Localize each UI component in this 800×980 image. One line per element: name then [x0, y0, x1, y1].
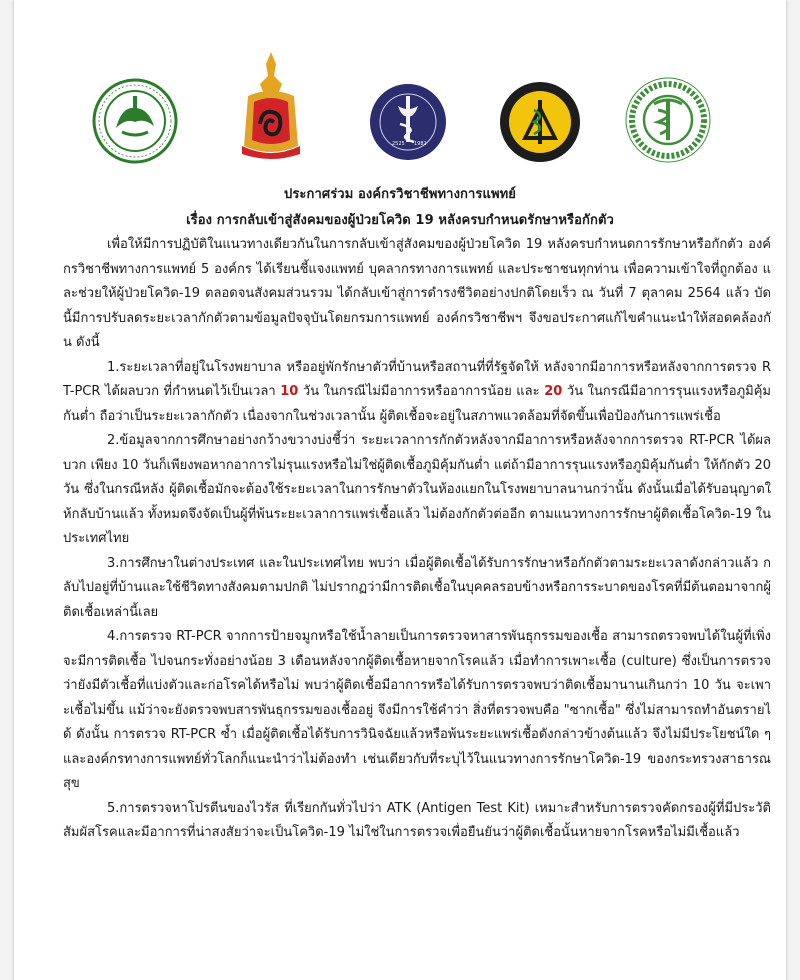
- infectious-disease-association-logo: [368, 82, 448, 162]
- point-1-text-a: 1.ระยะเวลาที่อยู่ในโรงพยาบาล หรืออยู่พักรักษาตัวที่บ้านหรือสถานที่ที่รัฐจัดให้ หลังจากมีอาการหรือหลังจากการตรวจ RT-PCR ได้ผลบวก ที่กำหนดไว้เป็นเวลา: [63, 359, 771, 399]
- announcement-body: [63, 233, 771, 846]
- medical-association-logo: [92, 78, 178, 164]
- point-2-paragraph: 2.ข้อมูลจากการศึกษาอย่างกว้างขวางบ่งชี้ว่า ระยะเวลาการกักตัวหลังจากมีอาการหรือหลังจากการตรวจ RT-PCR ได้ผลบวก เพียง 10 วันก็เพียงพอหากอาการไม่รุนแรงหรือไม่ใช่ผู้ติดเชื้อภูมิคุ้มกันต่ำ แต่ถ้ามีอาการรุนแรงหรือภูมิคุ้มกันต่ำ ให้กักตัว 20 วัน ซึ่งในกรณีหลัง ผู้ติดเชื้อมักจะต้องใช้ระยะเวลาในการรักษาตัวในห้องแยกในโรงพยาบาลนานกว่านั้น ดังนั้นเมื่อได้รับอนุญาตให้กลับบ้านแล้ว ทั้งหมดจึงจัดเป็นผู้ที่พ้นระยะเวลาการแพร่เชื้อแล้ว ไม่ต้องกักตัวต่ออีก ตามแนวทางการรักษาผู้ติดเชื้อโควิด-19 ในประเทศไทย: [63, 433, 771, 546]
- point-1-text-c: วัน ในกรณีมีอาการรุนแรงหรือภูมิคุ้มกันต่ำ ถือว่าเป็นระยะเวลากักตัว เนื่องจากในช่วงเวลานั้น ผู้ติดเชื้อจะอยู่ในสภาพแวดล้อมที่จัดขึ้นเพื่อป้องกันการแพร่เชื้อ: [63, 384, 772, 424]
- severe-case-days: 20: [544, 384, 563, 399]
- point-1-paragraph: [63, 356, 771, 430]
- logo-year-left: 2525: [392, 141, 405, 147]
- point-4-paragraph: 4.การตรวจ RT-PCR จากการป้ายจมูกหรือใช้น้ำลายเป็นการตรวจหาสารพันธุกรรมของเชื้อ สามารถตรวจพบได้ในผู้ที่เพิ่งจะมีการติดเชื้อ ไปจนกระทั่งอย่างน้อย 3 เดือนหลังจากผู้ติดเชื้อหายจากโรคแล้ว เมื่อทำการเพาะเชื้อ (culture) ซึ่งเป็นการตรวจว่ายังมีตัวเชื้อที่แบ่งตัวและก่อโรคได้หรือไม่ พบว่าผู้ติดเชื้อมีอาการหรือได้รับการตรวจพบว่าติดเชื้อมานานเกินกว่า 10 วัน จะเพาะเชื้อไม่ขึ้น แม้ว่าจะยังตรวจพบสารพันธุกรรมของเชื้ออยู่ จึงมีการใช้คำว่า สิ่งที่ตรวจพบคือ "ซากเชื้อ" ซึ่งไม่สามารถทำอันตรายได้ ดังนั้น การตรวจ RT-PCR ซ้ำ เมื่อผู้ติดเชื้อได้รับการวินิจฉัยแล้วหรือพ้นระยะแพร่เชื้อดังกล่าวข้างต้นแล้ว จึงไม่มีประโยชน์ใด ๆ และองค์กรทางการแพทย์ทั่วโลกก็แนะนำว่าไม่ต้องทำ เช่นเดียวกับที่ระบุไว้ในแนวทางการรักษาโควิด-19 ของกระทรวงสาธารณสุข: [63, 629, 771, 791]
- announcement-title: ประกาศร่วม องค์กรวิชาชีพทางการแพทย์: [283, 187, 517, 202]
- point-5-paragraph: 5.การตรวจหาโปรตีนของไวรัส ที่เรียกกันทั่วไปว่า ATK (Antigen Test Kit) เหมาะสำหรับการตรวจคัดกรองผู้ที่มีประวัติสัมผัสโรคและมีอาการที่น่าสงสัยว่าจะเป็นโควิด-19 ไม่ใช่ในการตรวจเพื่อยืนยันว่าผู้ติดเชื้อนั้นหายจากโรคหรือไม่มีเชื้อแล้ว: [63, 800, 771, 840]
- society-yellow-logo: [498, 80, 582, 164]
- announcement-page: [14, 0, 786, 980]
- mild-case-days: 10: [280, 384, 299, 399]
- society-green-logo: [624, 76, 712, 164]
- royal-crown-logo: [236, 50, 306, 162]
- intro-paragraph: เพื่อให้มีการปฏิบัติในแนวทางเดียวกันในการกลับเข้าสู่สังคมของผู้ป่วยโควิด 19 หลังครบกำหนดการรักษาหรือกักตัว องค์กรวิชาชีพทางการแพทย์ 5 องค์กร ได้เรียนชี้แจงแพทย์ บุคลากรทางการแพทย์ และประชาชนทุกท่าน เพื่อความเข้าใจที่ถูกต้อง และช่วยให้ผู้ป่วยโควิด-19 ตลอดจนสังคมส่วนรวม ได้กลับเข้าสู่การดำรงชีวิตอย่างปกติโดยเร็ว ณ วันที่ 7 ตุลาคม 2564 แล้ว บัดนี้มีการปรับลดระยะเวลากักตัวตามข้อมูลปัจจุบันโดยกรมการแพทย์ องค์กรวิชาชีพฯ จึงขอประกาศแก้ไขคำแนะนำให้สอดคล้องกัน ดังนี้: [63, 237, 771, 350]
- announcement-subject: เรื่อง การกลับเข้าสู่สังคมของผู้ป่วยโควิด 19 หลังครบกำหนดรักษาหรือกักตัว: [186, 213, 614, 228]
- logo-row: [14, 40, 786, 170]
- point-1-text-b: วัน ในกรณีไม่มีอาการหรืออาการน้อย และ: [298, 384, 545, 399]
- point-3-paragraph: 3.การศึกษาในต่างประเทศ และในประเทศไทย พบว่า เมื่อผู้ติดเชื้อได้รับการรักษาหรือกักตัวตามระยะเวลาดังกล่าวแล้ว กลับไปอยู่ที่บ้านและใช้ชีวิตทางสังคมตามปกติ ไม่ปรากฏว่ามีการติดเชื้อในบุคคลรอบข้างหรือการระบาดของโรคที่มีต้นตอมาจากผู้ติดเชื้อเหล่านี้เลย: [63, 555, 771, 620]
- logo-year-right: 1982: [414, 141, 427, 147]
